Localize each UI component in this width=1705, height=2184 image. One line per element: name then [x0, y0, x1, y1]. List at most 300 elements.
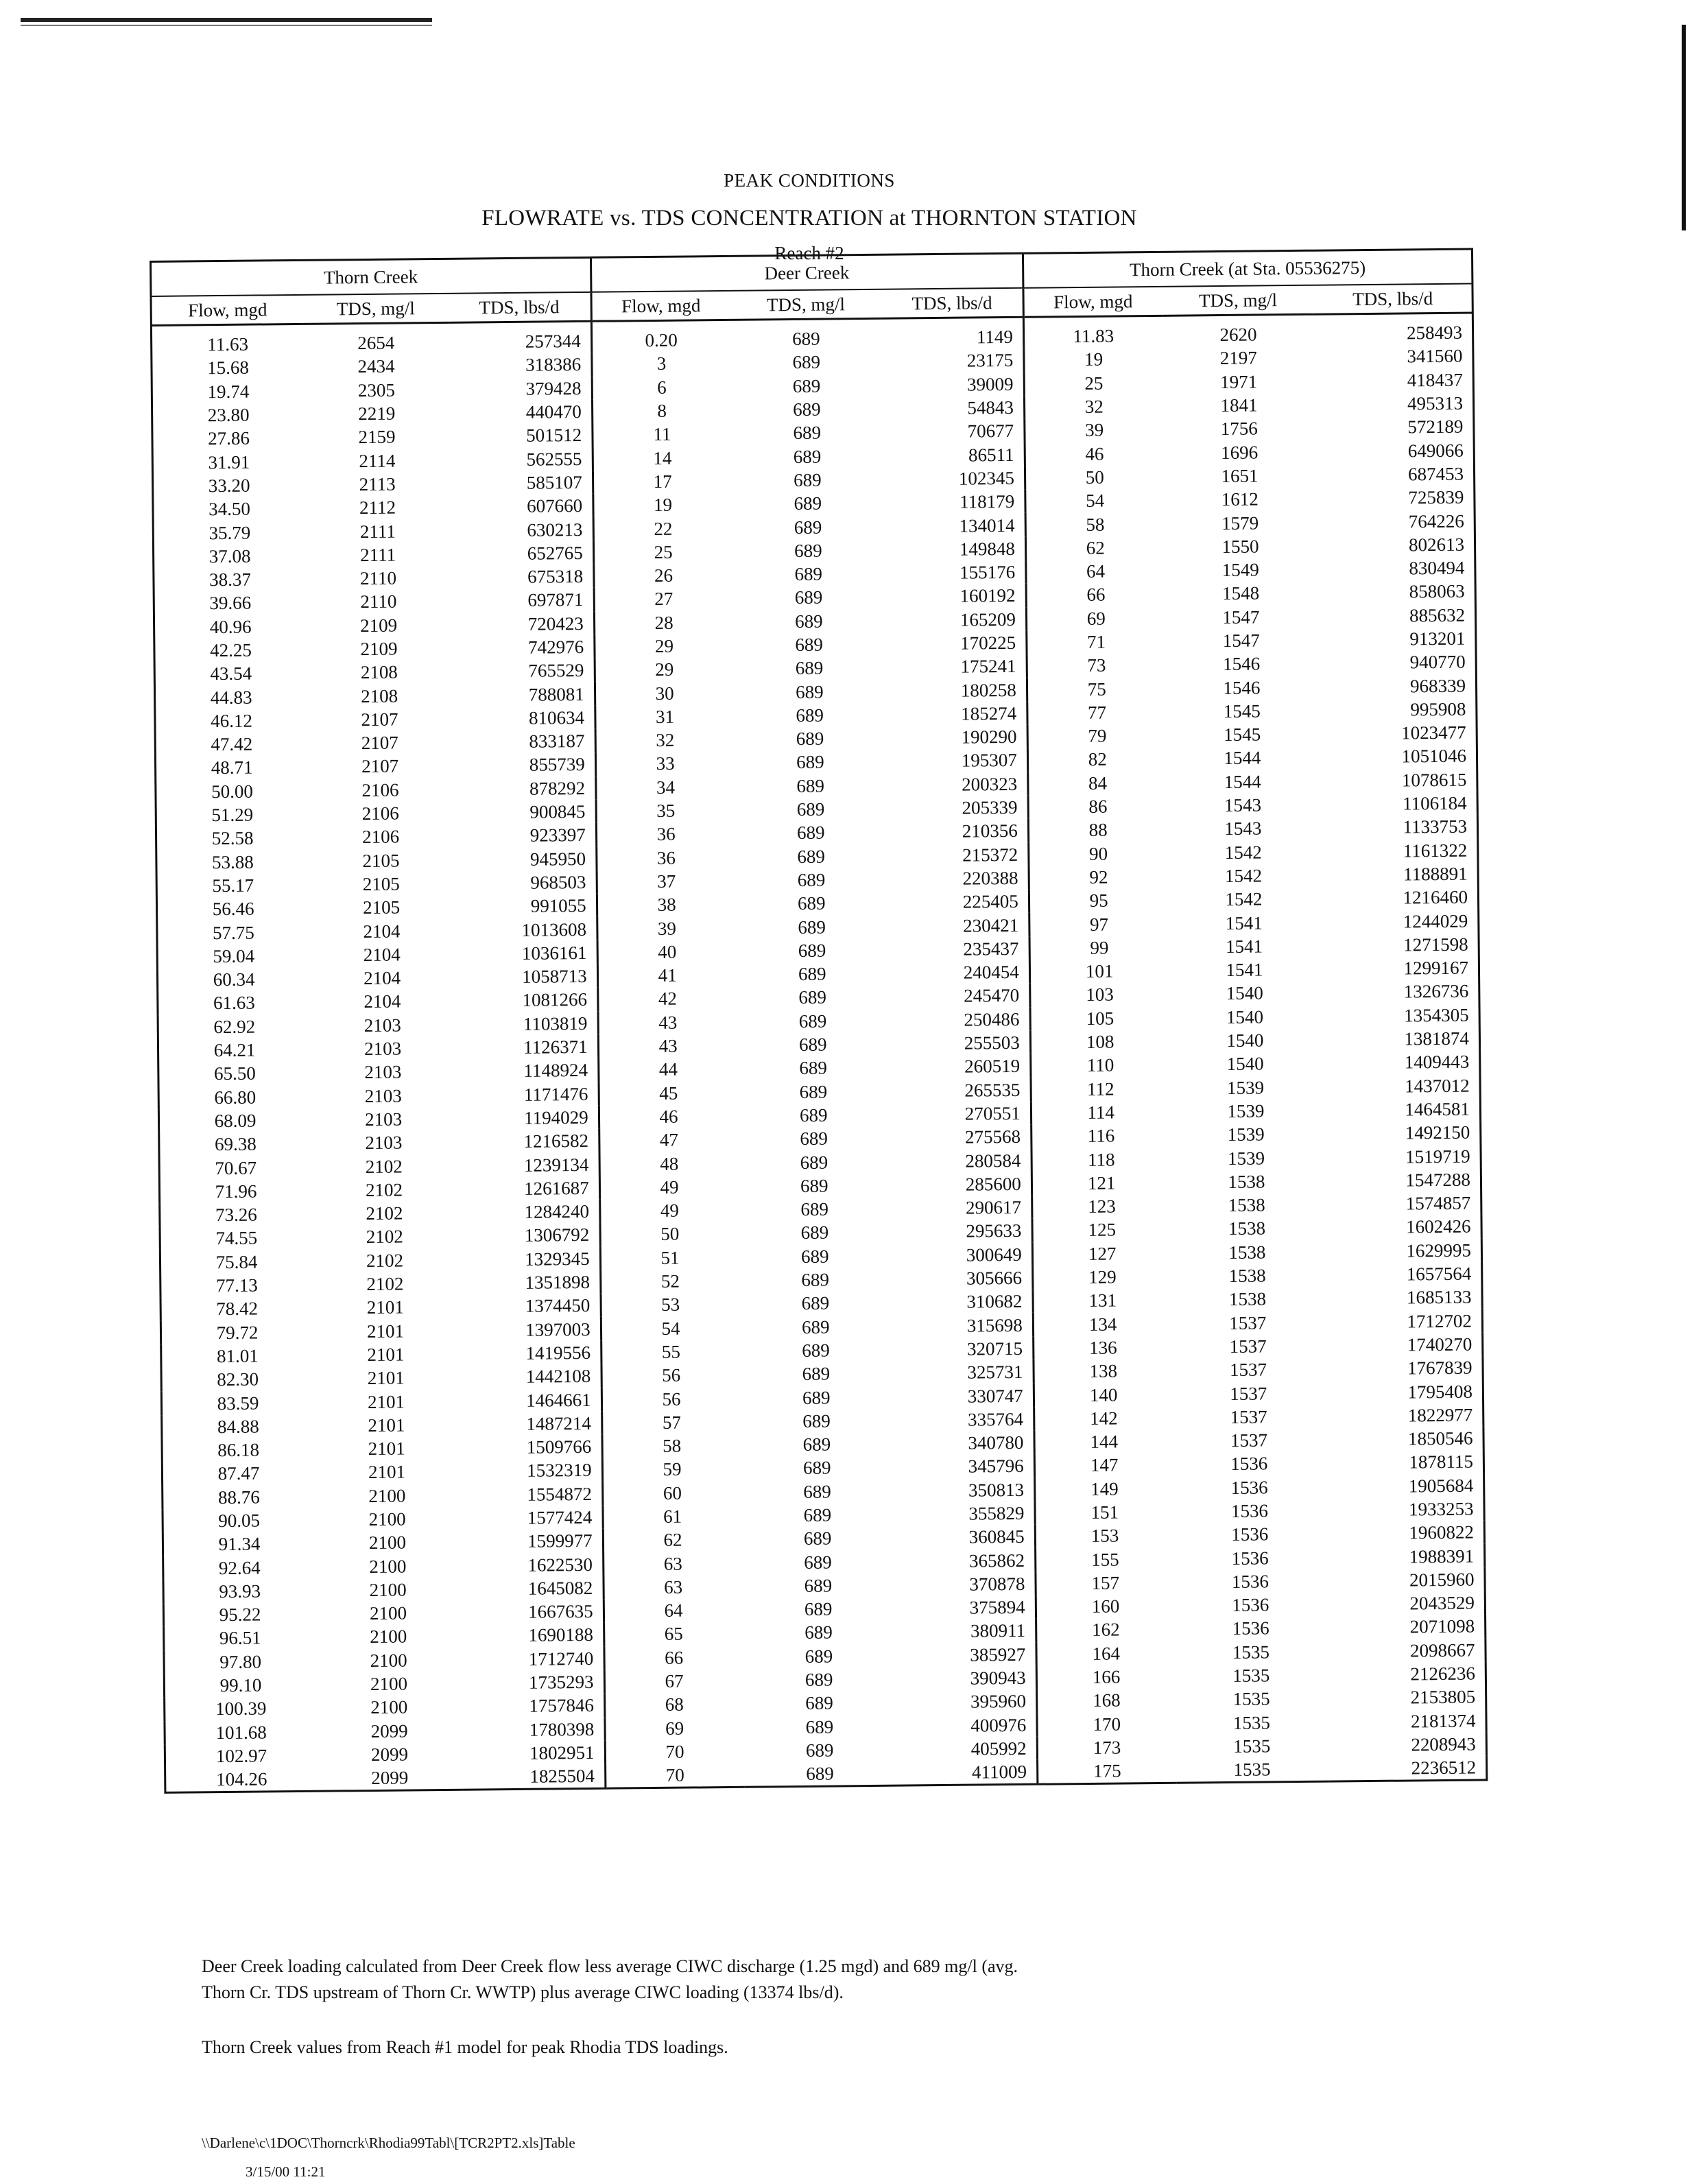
table-cell: 27	[594, 586, 733, 611]
table-cell: 405992	[970, 1737, 1027, 1759]
table-cell: 210356	[962, 820, 1018, 842]
table-cell: 153	[1035, 1523, 1174, 1548]
table-cell: 2102	[366, 1273, 404, 1295]
table-cell: 73.26	[215, 1204, 257, 1226]
table-cell: 1579	[1221, 512, 1259, 534]
table-cell: 1612	[1221, 488, 1259, 510]
table-cell: 59	[602, 1457, 741, 1482]
table-cell: 62	[1025, 535, 1165, 560]
table-cell: 129	[1032, 1265, 1171, 1290]
table-cell: 180258	[960, 679, 1016, 701]
table-cell: 1537	[1230, 1382, 1267, 1404]
table-cell: 375894	[969, 1597, 1025, 1618]
table-cell: 1757846	[529, 1695, 595, 1717]
table-cell: 65	[604, 1622, 743, 1646]
table-cell: 2105	[363, 897, 401, 918]
table-cell: 88.76	[217, 1486, 260, 1508]
col-header-tds-mgl: TDS, mg/l	[303, 294, 449, 324]
table-cell: 118	[1032, 1147, 1171, 1172]
scan-artifact-line	[21, 25, 432, 26]
table-cell: 2101	[367, 1344, 405, 1365]
table-cell: 320715	[966, 1338, 1023, 1360]
table-cell: 689	[796, 728, 824, 750]
table-cell: 2099	[370, 1720, 408, 1742]
table-cell: 2103	[364, 1085, 402, 1106]
table-cell: 1548	[1221, 582, 1260, 604]
table-cell: 495313	[1407, 392, 1464, 414]
table-cell: 2100	[370, 1626, 407, 1648]
table-cell: 788081	[528, 683, 584, 705]
table-cell: 379428	[525, 377, 582, 399]
table-cell: 689	[794, 587, 823, 608]
table-cell: 562555	[526, 448, 582, 470]
table-cell: 43	[598, 1010, 737, 1034]
table-cell: 689	[792, 328, 820, 350]
table-cell: 1622530	[527, 1554, 593, 1576]
table-cell: 689	[805, 1740, 834, 1761]
table-cell: 1492150	[1405, 1121, 1470, 1143]
table-cell: 102345	[958, 467, 1015, 489]
table-cell: 1013608	[521, 918, 587, 940]
table-cell: 1437012	[1404, 1075, 1470, 1097]
table-cell: 125	[1032, 1218, 1171, 1242]
table-cell: 923397	[529, 824, 586, 846]
table-cell: 689	[798, 1034, 827, 1056]
table-cell: 92	[1029, 865, 1168, 890]
table-cell: 689	[794, 563, 823, 585]
table-cell: 1442108	[525, 1366, 591, 1388]
table-cell: 25	[1024, 370, 1163, 395]
table-cell: 166	[1036, 1665, 1176, 1689]
table-cell: 2105	[362, 873, 400, 895]
table-cell: 15.68	[207, 357, 250, 379]
table-cell: 69	[1026, 606, 1165, 630]
table-cell: 6	[592, 375, 731, 399]
group-header-deer-creek: Deer Creek	[591, 253, 1023, 292]
table-cell: 66.80	[214, 1087, 257, 1108]
table-cell: 1058713	[522, 966, 587, 987]
table-cell: 78.42	[216, 1298, 259, 1320]
table-cell: 2113	[359, 473, 396, 495]
table-cell: 42.25	[209, 639, 252, 661]
table-cell: 689	[800, 1152, 828, 1173]
table-cell: 1540	[1226, 982, 1263, 1004]
table-cell: 2107	[361, 709, 398, 730]
table-cell: 833187	[529, 731, 585, 752]
table-cell: 69	[605, 1716, 744, 1740]
table-cell: 689	[806, 1763, 834, 1785]
notes-section	[202, 1954, 1025, 2089]
table-cell: 101.68	[215, 1722, 267, 1743]
table-cell: 1532319	[526, 1460, 592, 1482]
table-cell: 2159	[358, 426, 396, 448]
table-cell: 131	[1033, 1288, 1172, 1313]
table-cell: 1685133	[1406, 1286, 1472, 1308]
table-cell: 56	[601, 1386, 741, 1411]
table-cell: 325731	[967, 1362, 1023, 1383]
table-cell: 49	[599, 1175, 739, 1200]
table-cell: 52.58	[211, 827, 254, 849]
table-cell: 41	[597, 963, 737, 988]
table-cell: 50	[1025, 465, 1164, 490]
table-cell: 1541	[1225, 936, 1263, 957]
table-cell: 1690188	[528, 1624, 594, 1646]
table-cell: 649066	[1407, 440, 1464, 462]
table-cell: 175241	[960, 656, 1016, 677]
group-header-thorn-creek-station: Thorn Creek (at Sta. 05536275)	[1023, 249, 1472, 288]
table-cell: 1546	[1222, 653, 1261, 675]
table-cell: 83.59	[217, 1392, 259, 1414]
table-cell: 215372	[962, 844, 1018, 866]
table-cell: 689	[793, 399, 821, 420]
table-cell: 689	[798, 916, 826, 938]
table-cell: 40.96	[209, 616, 252, 637]
table-cell: 140	[1034, 1382, 1173, 1407]
table-cell: 55.17	[212, 875, 254, 897]
table-cell: 39	[597, 916, 736, 940]
table-cell: 64.21	[213, 1039, 256, 1061]
table-cell: 1081266	[522, 989, 588, 1011]
table-cell: 1537	[1230, 1406, 1267, 1427]
table-cell: 100.39	[215, 1698, 267, 1720]
table-cell: 1767839	[1407, 1357, 1472, 1379]
table-cell: 136	[1033, 1336, 1172, 1360]
table-cell: 2100	[369, 1579, 407, 1600]
data-table-container	[150, 248, 1489, 1910]
table-cell: 149848	[959, 538, 1016, 560]
table-cell: 127	[1032, 1241, 1171, 1266]
table-cell: 689	[802, 1457, 831, 1479]
table-cell: 720423	[527, 613, 584, 634]
table-cell: 689	[804, 1622, 833, 1643]
table-cell: 53.88	[211, 851, 254, 873]
table-cell: 2102	[365, 1156, 403, 1177]
table-cell: 689	[802, 1340, 830, 1361]
table-cell: 19.74	[207, 381, 250, 402]
table-cell: 250486	[964, 1008, 1020, 1030]
table-cell: 2100	[368, 1532, 407, 1554]
table-cell: 1645082	[527, 1577, 593, 1599]
table-cell: 689	[795, 657, 824, 679]
table-cell: 123	[1032, 1194, 1171, 1219]
table-cell: 62.92	[213, 1016, 256, 1037]
table-cell: 46	[1025, 441, 1164, 466]
table-cell: 19	[593, 492, 732, 517]
table-cell: 725839	[1408, 486, 1464, 508]
table-cell: 91.34	[218, 1533, 261, 1555]
table-cell: 1539	[1226, 1077, 1265, 1098]
table-cell: 46	[599, 1104, 738, 1129]
table-cell: 155176	[959, 562, 1016, 583]
table-cell: 70677	[967, 420, 1014, 442]
table-cell: 2106	[361, 779, 399, 800]
table-cell: 17	[593, 469, 732, 494]
table-cell: 1905684	[1408, 1475, 1474, 1497]
table-cell: 155	[1035, 1547, 1174, 1571]
table-cell: 1712702	[1407, 1310, 1472, 1332]
table-cell: 52	[600, 1269, 739, 1294]
table-cell: 945950	[529, 848, 586, 870]
table-cell: 173	[1037, 1735, 1176, 1760]
table-cell: 32	[1024, 394, 1163, 419]
table-cell: 2103	[364, 1108, 403, 1130]
table-cell: 2103	[365, 1132, 403, 1154]
table-cell: 40	[597, 940, 737, 964]
table-cell: 114	[1031, 1100, 1170, 1125]
group-header-thorn-creek: Thorn Creek	[151, 257, 591, 296]
table-cell: 79.72	[216, 1322, 259, 1343]
table-cell: 36	[596, 822, 735, 846]
table-cell: 1841	[1220, 394, 1258, 416]
table-cell: 1464661	[526, 1389, 591, 1411]
table-cell: 1536	[1230, 1500, 1269, 1521]
table-cell: 2104	[363, 944, 401, 965]
table-cell: 1542	[1225, 888, 1263, 910]
table-cell: 1036161	[521, 942, 587, 964]
table-cell: 1051046	[1401, 746, 1467, 767]
table-cell: 96.51	[219, 1628, 261, 1649]
table-cell: 1756	[1220, 418, 1258, 440]
table-cell: 689	[805, 1716, 834, 1737]
table-cell: 71.96	[215, 1180, 257, 1202]
table-cell: 112	[1031, 1076, 1170, 1101]
table-cell: 77.13	[215, 1274, 258, 1296]
table-cell: 1550	[1221, 536, 1259, 557]
page-subtitle: Reach #2	[774, 243, 844, 263]
table-cell: 689	[802, 1434, 831, 1456]
table-cell: 138	[1034, 1359, 1173, 1384]
table-cell: 2110	[360, 591, 397, 613]
table-cell: 1549	[1221, 559, 1259, 581]
table-cell: 1538	[1228, 1242, 1266, 1263]
table-cell: 142	[1034, 1405, 1173, 1430]
table-cell: 33	[595, 751, 735, 776]
table-cell: 689	[800, 1128, 828, 1150]
table-cell: 31	[595, 704, 734, 729]
table-cell: 35.79	[208, 522, 251, 543]
table-cell: 157	[1036, 1570, 1175, 1595]
table-cell: 689	[798, 1010, 827, 1032]
table-cell: 70.67	[215, 1157, 257, 1178]
table-cell: 2043529	[1409, 1592, 1475, 1614]
table-cell: 90	[1028, 841, 1167, 866]
table-cell: 170	[1037, 1711, 1176, 1736]
table-cell: 995908	[1410, 698, 1466, 720]
table-cell: 689	[802, 1387, 831, 1408]
table-cell: 1326736	[1403, 981, 1469, 1002]
table-cell: 2112	[359, 497, 396, 519]
table-cell: 1538	[1228, 1265, 1266, 1286]
table-cell: 1543	[1224, 794, 1262, 816]
table-cell: 46.12	[210, 710, 253, 732]
table-cell: 689	[796, 775, 825, 796]
table-cell: 1547	[1222, 606, 1260, 628]
table-cell: 86511	[968, 444, 1014, 466]
note-thorn-creek-values: Thorn Creek values from Reach #1 model for peak Rhodia TDS loadings.	[202, 2037, 728, 2057]
table-cell: 2106	[362, 826, 400, 848]
table-cell: 51.29	[211, 804, 254, 826]
table-cell: 689	[801, 1316, 830, 1338]
table-cell: 95.22	[219, 1604, 261, 1626]
table-cell: 2654	[357, 332, 395, 354]
table-cell: 913201	[1409, 628, 1466, 650]
table-cell: 285600	[965, 1173, 1021, 1195]
table-cell: 855739	[529, 754, 585, 776]
table-cell: 230421	[962, 914, 1019, 936]
table-cell: 34.50	[208, 498, 251, 520]
col-header-flow: Flow, mgd	[591, 291, 730, 321]
table-cell: 1599977	[527, 1530, 593, 1552]
table-body	[151, 313, 1486, 1793]
table-cell: 30	[595, 680, 734, 705]
col-header-tds-mgl: TDS, mg/l	[1162, 285, 1314, 316]
table-cell: 54	[1025, 488, 1165, 513]
table-cell: 1535	[1232, 1712, 1271, 1733]
table-cell: 74.55	[215, 1227, 258, 1249]
table-cell: 73	[1027, 653, 1166, 678]
table-cell: 2015960	[1409, 1569, 1475, 1591]
table-cell: 55	[601, 1340, 740, 1364]
table-cell: 418437	[1407, 369, 1463, 391]
table-cell: 68	[604, 1692, 743, 1717]
table-cell: 87.47	[217, 1462, 260, 1484]
table-cell: 2105	[362, 850, 400, 871]
table-cell: 2102	[366, 1250, 404, 1271]
table-cell: 689	[800, 1175, 828, 1196]
table-cell: 1542	[1224, 842, 1262, 863]
table-cell: 66	[1026, 582, 1165, 607]
table-cell: 255503	[964, 1032, 1020, 1054]
table-cell: 1299167	[1403, 957, 1469, 979]
table-cell: 34	[595, 774, 735, 799]
table-cell: 90.05	[218, 1510, 261, 1532]
table-cell: 689	[800, 1222, 829, 1244]
table-cell: 151	[1035, 1500, 1174, 1525]
table-cell: 689	[797, 892, 826, 914]
table-cell: 652765	[527, 542, 583, 564]
table-cell: 2099	[370, 1744, 409, 1765]
table-cell: 1271598	[1403, 934, 1468, 956]
table-cell: 689	[802, 1410, 831, 1432]
col-header-flow: Flow, mgd	[1023, 287, 1162, 317]
table-cell: 2071098	[1409, 1616, 1475, 1637]
table-cell: 8	[592, 399, 731, 423]
table-cell: 830494	[1409, 557, 1465, 579]
table-cell: 45	[599, 1080, 738, 1105]
table-cell: 86	[1028, 794, 1167, 819]
table-cell: 190290	[961, 726, 1017, 748]
table-cell: 395960	[970, 1691, 1027, 1712]
table-cell: 70	[605, 1763, 744, 1789]
table-cell: 411009	[971, 1761, 1027, 1783]
table-cell: 689	[792, 375, 821, 396]
table-cell: 689	[793, 422, 822, 444]
table-cell: 1971	[1220, 371, 1258, 392]
table-cell: 630213	[527, 519, 583, 541]
table-cell: 1822977	[1407, 1404, 1473, 1426]
table-cell: 99	[1029, 936, 1169, 960]
table-cell: 1960822	[1409, 1521, 1475, 1543]
table-cell: 689	[794, 517, 822, 538]
table-cell: 3	[591, 351, 730, 376]
table-cell: 2104	[363, 921, 401, 942]
table-cell: 1536	[1231, 1547, 1269, 1569]
table-cell: 64	[1026, 559, 1165, 584]
table-cell: 1537	[1229, 1359, 1267, 1381]
table-cell: 43	[598, 1034, 737, 1058]
col-header-tds-lbsd: TDS, lbs/d	[449, 292, 592, 322]
table-cell: 265535	[964, 1079, 1021, 1101]
table-cell: 689	[796, 822, 825, 844]
table-cell: 858063	[1409, 581, 1465, 602]
table-cell: 69.38	[214, 1133, 257, 1155]
table-cell: 689	[799, 1057, 828, 1079]
table-cell: 63	[603, 1551, 742, 1576]
table-cell: 1023477	[1401, 722, 1466, 744]
table-cell: 99.10	[219, 1674, 262, 1696]
table-cell: 295633	[966, 1220, 1022, 1242]
table-cell: 1825504	[529, 1766, 595, 1788]
table-cell: 1541	[1226, 959, 1263, 981]
table-cell: 275568	[964, 1126, 1021, 1148]
table-cell: 175	[1037, 1759, 1176, 1785]
table-cell: 1651	[1221, 465, 1259, 486]
table-cell: 33.20	[208, 475, 250, 497]
table-cell: 689	[798, 987, 827, 1008]
table-cell: 75	[1027, 676, 1166, 701]
table-cell: 79	[1027, 724, 1167, 748]
table-cell: 689	[796, 752, 824, 773]
table-cell: 19	[1024, 347, 1163, 372]
table-cell: 97	[1029, 912, 1168, 936]
table-cell: 360845	[968, 1526, 1025, 1547]
note-deer-creek-loading: Deer Creek loading calculated from Deer Creek flow less average CIWC discharge (1.25 mgd) and 689 mg/l (avg. Thorn Cr. TDS upstream of Thorn Cr. WWTP) plus average CIWC loading (13374 lbs/d).	[202, 1956, 1018, 2002]
table-cell: 29	[594, 634, 733, 658]
table-cell: 1539	[1227, 1124, 1265, 1146]
table-cell: 1536	[1232, 1617, 1269, 1639]
table-cell: 1487214	[526, 1412, 592, 1434]
table-cell: 1712740	[528, 1648, 594, 1670]
table-cell: 2102	[365, 1179, 403, 1200]
col-header-flow: Flow, mgd	[151, 295, 303, 326]
table-cell: 2114	[359, 450, 396, 471]
table-cell: 689	[805, 1692, 833, 1714]
table-cell: 1171476	[523, 1083, 588, 1105]
table-cell: 1106184	[1403, 792, 1467, 814]
table-cell: 2099	[371, 1767, 409, 1789]
table-cell: 900845	[529, 801, 586, 822]
table-cell: 2620	[1219, 324, 1257, 346]
table-cell: 1878115	[1409, 1451, 1474, 1473]
flow-tds-table	[150, 248, 1488, 1794]
table-cell: 39	[1025, 418, 1164, 442]
table-cell: 31.91	[208, 451, 250, 473]
header-peak-conditions: PEAK CONDITIONS	[724, 170, 895, 191]
table-cell: 2219	[358, 403, 396, 425]
table-cell: 380911	[970, 1620, 1026, 1642]
table-cell: 258493	[1406, 322, 1463, 344]
table-cell: 1397003	[525, 1318, 591, 1340]
table-cell: 23.80	[207, 404, 250, 426]
table-cell: 2109	[360, 615, 398, 636]
table-cell: 134	[1033, 1311, 1172, 1336]
table-cell: 2104	[363, 967, 401, 989]
table-cell: 14	[593, 445, 732, 470]
table-cell: 2101	[368, 1414, 405, 1436]
table-cell: 802613	[1408, 534, 1465, 556]
table-cell: 2101	[367, 1391, 405, 1412]
table-cell: 1538	[1228, 1288, 1267, 1310]
